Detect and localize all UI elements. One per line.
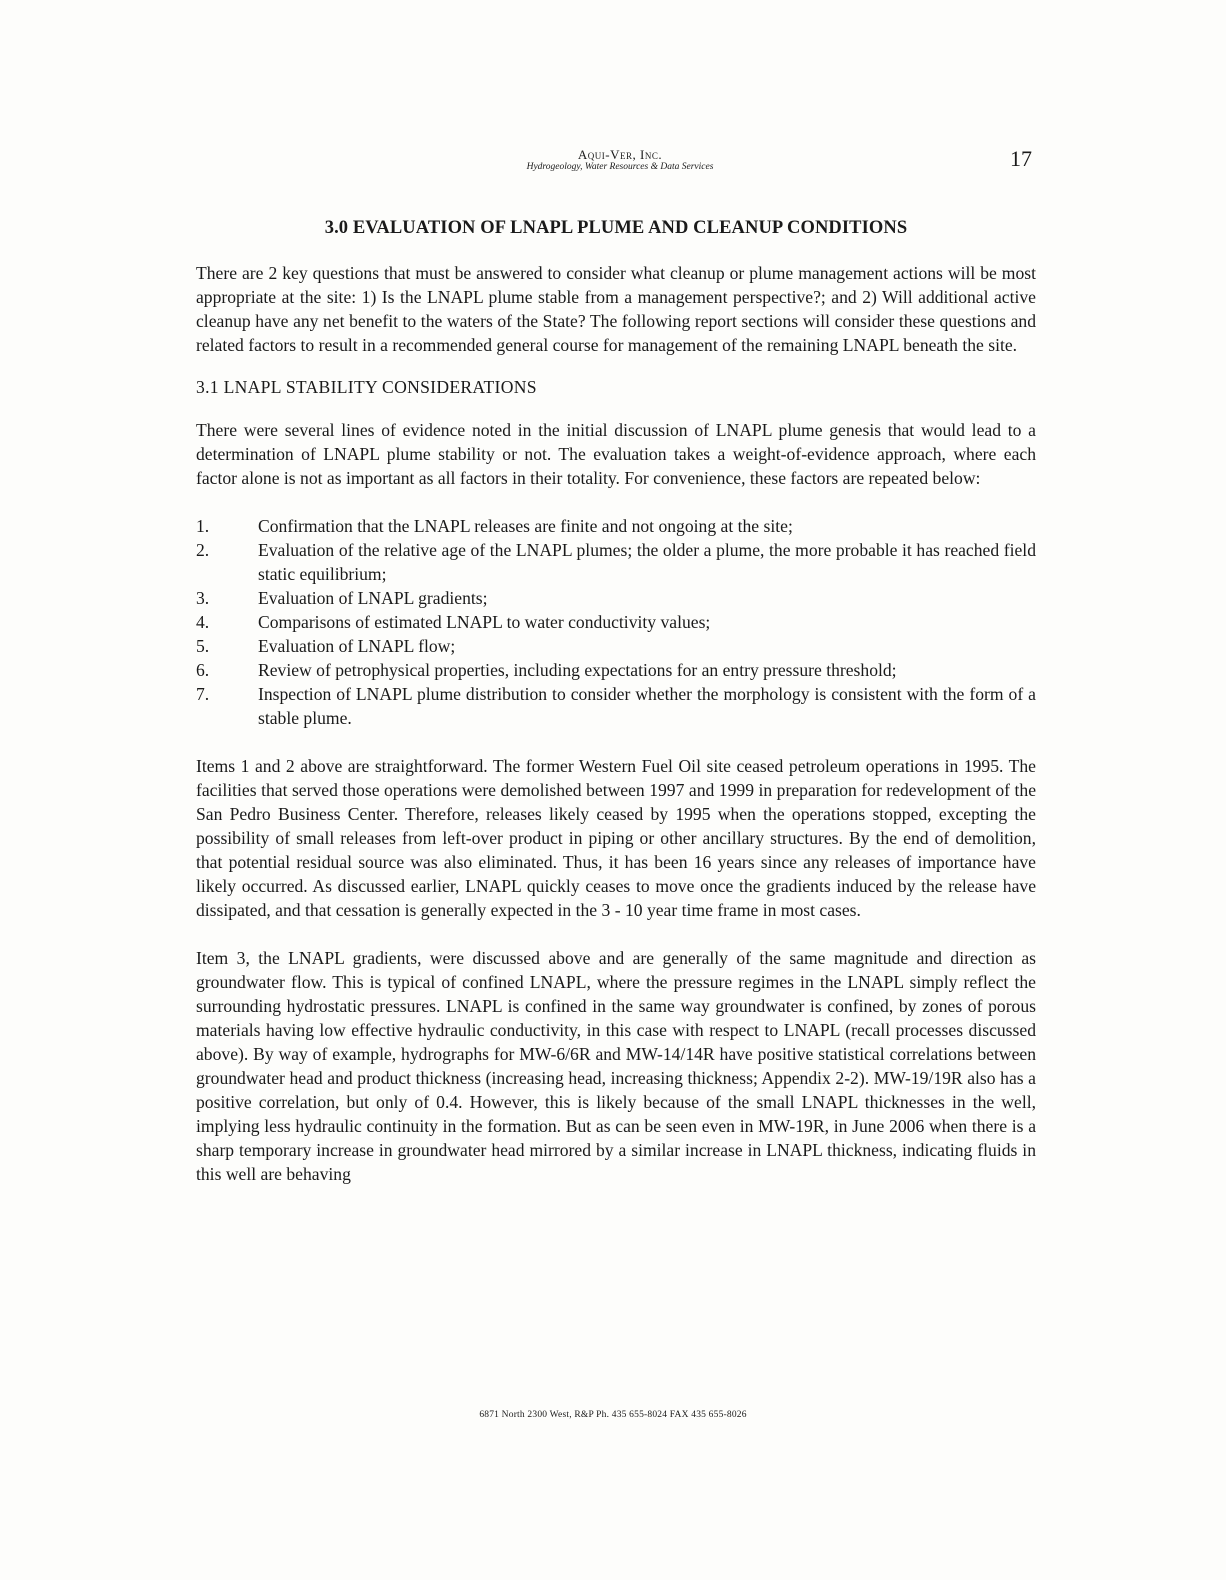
page-number: 17 — [1010, 146, 1032, 171]
company-name: Aqui-Ver, Inc. — [577, 147, 663, 162]
list-number: 5. — [196, 636, 210, 656]
company-tagline: Hydrogeology, Water Resources & Data Services — [526, 162, 714, 173]
list-number: 6. — [196, 660, 210, 680]
stability-intro-paragraph: There were several lines of evidence noted in the initial discussion of LNAPL plume genesis that would lead to a determination of LNAPL plume stability or not. The evaluation takes a weight-of-evidence approach, where each factor alone is not as important as all factors in their totality. For convenience, these factors are repeated below: — [196, 420, 1036, 488]
list-item — [196, 682, 1036, 730]
intro-paragraph: There are 2 key questions that must be answered to consider what cleanup or plume management actions will be most appropriate at the site: 1) Is the LNAPL plume stable from a management perspective?; and 2) Will additional active cleanup have any net benefit to the waters of the State? The following report sections will consider these questions and related factors to result in a recommended general course for management of the remaining LNAPL beneath the site. — [196, 263, 1036, 355]
list-text: Evaluation of the relative age of the LNAPL plumes; the older a plume, the more probable it has reached field static equilibrium; — [258, 540, 1036, 584]
list-text: Review of petrophysical properties, including expectations for an entry pressure threshold; — [258, 660, 897, 680]
section-title: 3.0 EVALUATION OF LNAPL PLUME AND CLEANUP CONDITIONS — [324, 218, 908, 238]
page-body — [196, 218, 1036, 1186]
list-text: Confirmation that the LNAPL releases are finite and not ongoing at the site; — [258, 516, 793, 536]
list-item — [196, 658, 1036, 682]
list-number: 1. — [196, 516, 210, 536]
list-text: Inspection of LNAPL plume distribution to consider whether the morphology is consistent with the form of a stable plume. — [258, 684, 1036, 728]
list-item — [196, 514, 1036, 538]
footer-address: 6871 North 2300 West, R&P Ph. 435 655-8024 FAX 435 655-8026 — [479, 1410, 747, 1420]
subsection-heading: 3.1 LNAPL STABILITY CONSIDERATIONS — [196, 377, 537, 397]
list-text: Evaluation of LNAPL flow; — [258, 636, 456, 656]
list-text: Comparisons of estimated LNAPL to water conductivity values; — [258, 612, 711, 632]
item-3-paragraph: Item 3, the LNAPL gradients, were discussed above and are generally of the same magnitude and direction as groundwater flow. This is typical of confined LNAPL, where the pressure regimes in the LNAPL simply reflect the surrounding hydrostatic pressures. LNAPL is confined in the same way groundwater is confined, by zones of porous materials having low effective hydraulic conductivity, in this case with respect to LNAPL (recall processes discussed above). By way of example, hydrographs for MW-6/6R and MW-14/14R have positive statistical correlations between groundwater head and product thickness (increasing head, increasing thickness; Appendix 2-2). MW-19/19R also has a positive correlation, but only of 0.4. However, this is likely because of the small LNAPL thicknesses in the well, implying less hydraulic continuity in the formation. But as can be seen even in MW-19R, in June 2006 when there is a sharp temporary increase in groundwater head mirrored by a similar increase in LNAPL thickness, indicating fluids in this well are behaving — [196, 948, 1036, 1184]
list-item — [196, 538, 1036, 586]
list-item — [196, 586, 1036, 610]
list-item — [196, 610, 1036, 634]
list-number: 4. — [196, 612, 210, 632]
items-1-2-paragraph: Items 1 and 2 above are straightforward. The former Western Fuel Oil site ceased petroleum operations in 1995. The facilities that served those operations were demolished between 1997 and 1999 in preparation for redevelopment of the San Pedro Business Center. Therefore, releases likely ceased by 1995 when the operations stopped, excepting the possibility of small releases from left-over product in piping or other ancillary structures. By the end of demolition, that potential residual source was also eliminated. Thus, it has been 16 years since any releases of importance have likely occurred. As discussed earlier, LNAPL quickly ceases to move once the gradients induced by the release have dissipated, and that cessation is generally expected in the 3 - 10 year time frame in most cases. — [196, 756, 1036, 920]
list-number: 7. — [196, 684, 210, 704]
list-number: 3. — [196, 588, 210, 608]
letterhead — [440, 148, 800, 173]
list-item — [196, 634, 1036, 658]
factor-list — [196, 514, 1036, 730]
list-text: Evaluation of LNAPL gradients; — [258, 588, 488, 608]
list-number: 2. — [196, 540, 210, 560]
